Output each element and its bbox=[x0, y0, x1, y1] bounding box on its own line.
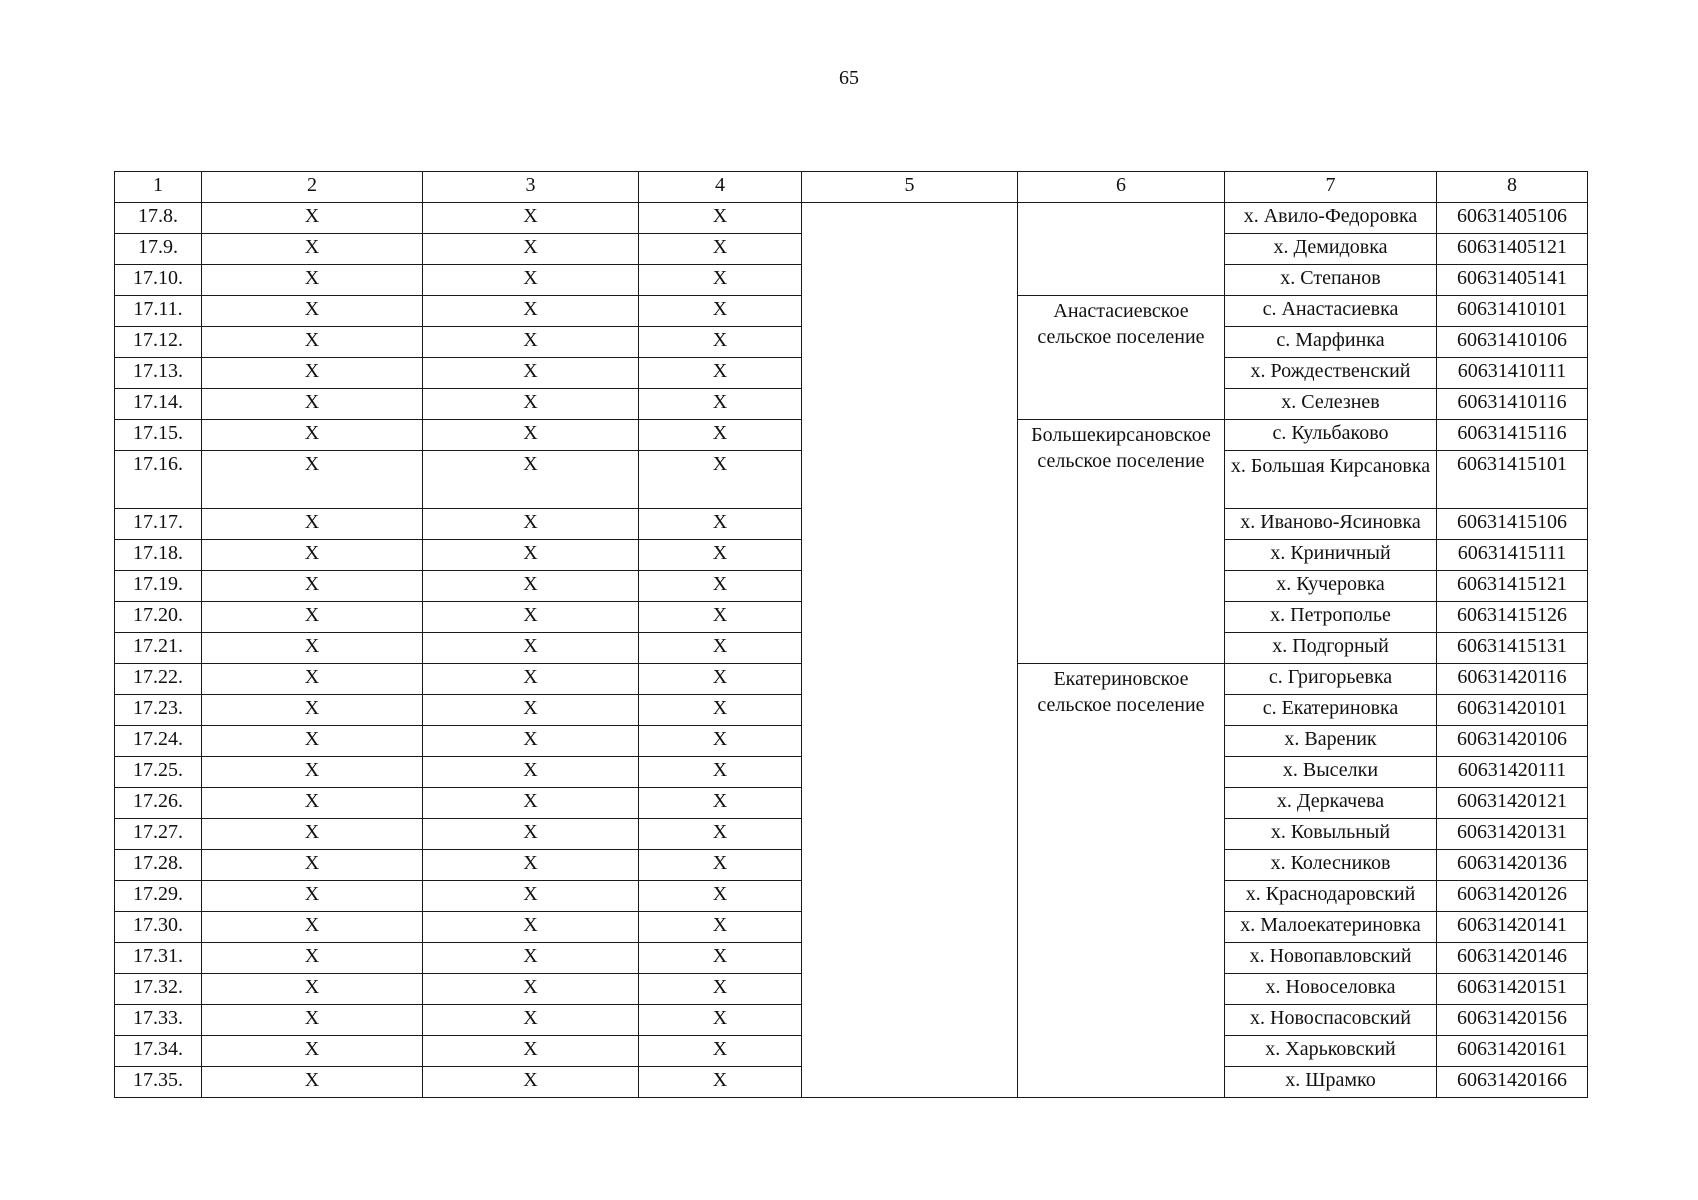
settlement-group-cell: Анастасиевское сельское поселение bbox=[1018, 296, 1225, 420]
row-number-cell: 17.12. bbox=[115, 327, 202, 358]
oktmo-code-cell: 60631405106 bbox=[1437, 203, 1588, 234]
place-name-cell: с. Анастасиевка bbox=[1225, 296, 1437, 327]
oktmo-code-cell: 60631420156 bbox=[1437, 1005, 1588, 1036]
column-4-cell: Х bbox=[639, 1005, 802, 1036]
oktmo-code-cell: 60631420121 bbox=[1437, 788, 1588, 819]
column-2-cell: Х bbox=[202, 912, 423, 943]
column-4-cell: Х bbox=[639, 296, 802, 327]
oktmo-code-cell: 60631420146 bbox=[1437, 943, 1588, 974]
column-3-cell: Х bbox=[423, 788, 639, 819]
column-3-cell: Х bbox=[423, 358, 639, 389]
column-2-cell: Х bbox=[202, 757, 423, 788]
column-2-cell: Х bbox=[202, 1036, 423, 1067]
column-3-cell: Х bbox=[423, 234, 639, 265]
oktmo-code-cell: 60631420111 bbox=[1437, 757, 1588, 788]
header-cell-3: 3 bbox=[423, 172, 639, 203]
column-2-cell: Х bbox=[202, 296, 423, 327]
place-name-cell: х. Малоекатериновка bbox=[1225, 912, 1437, 943]
column-5-merged-cell bbox=[802, 203, 1018, 1098]
column-2-cell: Х bbox=[202, 788, 423, 819]
oktmo-code-cell: 60631420166 bbox=[1437, 1067, 1588, 1098]
header-cell-1: 1 bbox=[115, 172, 202, 203]
column-4-cell: Х bbox=[639, 881, 802, 912]
oktmo-code-cell: 60631405121 bbox=[1437, 234, 1588, 265]
header-cell-7: 7 bbox=[1225, 172, 1437, 203]
column-2-cell: Х bbox=[202, 974, 423, 1005]
column-2-cell: Х bbox=[202, 1005, 423, 1036]
column-4-cell: Х bbox=[639, 943, 802, 974]
column-4-cell: Х bbox=[639, 757, 802, 788]
oktmo-code-cell: 60631415126 bbox=[1437, 602, 1588, 633]
column-2-cell: Х bbox=[202, 664, 423, 695]
column-3-cell: Х bbox=[423, 571, 639, 602]
column-4-cell: Х bbox=[639, 509, 802, 540]
column-3-cell: Х bbox=[423, 602, 639, 633]
header-cell-2: 2 bbox=[202, 172, 423, 203]
column-3-cell: Х bbox=[423, 881, 639, 912]
column-3-cell: Х bbox=[423, 1067, 639, 1098]
column-4-cell: Х bbox=[639, 389, 802, 420]
row-number-cell: 17.35. bbox=[115, 1067, 202, 1098]
oktmo-code-cell: 60631420106 bbox=[1437, 726, 1588, 757]
settlements-table bbox=[114, 171, 1588, 1098]
column-3-cell: Х bbox=[423, 912, 639, 943]
row-number-cell: 17.14. bbox=[115, 389, 202, 420]
column-2-cell: Х bbox=[202, 943, 423, 974]
column-4-cell: Х bbox=[639, 358, 802, 389]
column-2-cell: Х bbox=[202, 234, 423, 265]
column-2-cell: Х bbox=[202, 389, 423, 420]
place-name-cell: х. Кучеровка bbox=[1225, 571, 1437, 602]
row-number-cell: 17.11. bbox=[115, 296, 202, 327]
column-3-cell: Х bbox=[423, 1036, 639, 1067]
row-number-cell: 17.25. bbox=[115, 757, 202, 788]
oktmo-code-cell: 60631420141 bbox=[1437, 912, 1588, 943]
row-number-cell: 17.27. bbox=[115, 819, 202, 850]
column-3-cell: Х bbox=[423, 265, 639, 296]
column-2-cell: Х bbox=[202, 509, 423, 540]
oktmo-code-cell: 60631405141 bbox=[1437, 265, 1588, 296]
oktmo-code-cell: 60631415106 bbox=[1437, 509, 1588, 540]
place-name-cell: х. Новоспасовский bbox=[1225, 1005, 1437, 1036]
row-number-cell: 17.23. bbox=[115, 695, 202, 726]
column-4-cell: Х bbox=[639, 726, 802, 757]
settlement-group-cell: Екатериновское сельское поселение bbox=[1018, 664, 1225, 1098]
place-name-cell: х. Деркачева bbox=[1225, 788, 1437, 819]
place-name-cell: х. Выселки bbox=[1225, 757, 1437, 788]
oktmo-code-cell: 60631420151 bbox=[1437, 974, 1588, 1005]
header-cell-5: 5 bbox=[802, 172, 1018, 203]
table-body bbox=[115, 172, 1588, 1098]
column-3-cell: Х bbox=[423, 943, 639, 974]
column-4-cell: Х bbox=[639, 695, 802, 726]
place-name-cell: х. Иваново-Ясиновка bbox=[1225, 509, 1437, 540]
row-number-cell: 17.33. bbox=[115, 1005, 202, 1036]
row-number-cell: 17.29. bbox=[115, 881, 202, 912]
column-4-cell: Х bbox=[639, 234, 802, 265]
oktmo-code-cell: 60631415111 bbox=[1437, 540, 1588, 571]
row-number-cell: 17.19. bbox=[115, 571, 202, 602]
row-number-cell: 17.8. bbox=[115, 203, 202, 234]
column-3-cell: Х bbox=[423, 509, 639, 540]
column-2-cell: Х bbox=[202, 695, 423, 726]
row-number-cell: 17.30. bbox=[115, 912, 202, 943]
column-4-cell: Х bbox=[639, 540, 802, 571]
column-3-cell: Х bbox=[423, 540, 639, 571]
column-2-cell: Х bbox=[202, 540, 423, 571]
place-name-cell: х. Новоселовка bbox=[1225, 974, 1437, 1005]
place-name-cell: х. Ковыльный bbox=[1225, 819, 1437, 850]
column-4-cell: Х bbox=[639, 788, 802, 819]
column-3-cell: Х bbox=[423, 420, 639, 451]
row-number-cell: 17.21. bbox=[115, 633, 202, 664]
column-3-cell: Х bbox=[423, 451, 639, 509]
oktmo-code-cell: 60631410111 bbox=[1437, 358, 1588, 389]
column-3-cell: Х bbox=[423, 974, 639, 1005]
place-name-cell: х. Краснодаровский bbox=[1225, 881, 1437, 912]
column-2-cell: Х bbox=[202, 203, 423, 234]
place-name-cell: х. Колесников bbox=[1225, 850, 1437, 881]
column-2-cell: Х bbox=[202, 1067, 423, 1098]
column-4-cell: Х bbox=[639, 265, 802, 296]
place-name-cell: с. Марфинка bbox=[1225, 327, 1437, 358]
column-2-cell: Х bbox=[202, 327, 423, 358]
oktmo-code-cell: 60631410101 bbox=[1437, 296, 1588, 327]
column-2-cell: Х bbox=[202, 633, 423, 664]
row-number-cell: 17.16. bbox=[115, 451, 202, 509]
row-number-cell: 17.9. bbox=[115, 234, 202, 265]
column-4-cell: Х bbox=[639, 451, 802, 509]
column-4-cell: Х bbox=[639, 203, 802, 234]
column-3-cell: Х bbox=[423, 1005, 639, 1036]
column-3-cell: Х bbox=[423, 850, 639, 881]
column-2-cell: Х bbox=[202, 602, 423, 633]
column-2-cell: Х bbox=[202, 420, 423, 451]
row-number-cell: 17.22. bbox=[115, 664, 202, 695]
row-number-cell: 17.28. bbox=[115, 850, 202, 881]
column-4-cell: Х bbox=[639, 1036, 802, 1067]
column-2-cell: Х bbox=[202, 265, 423, 296]
column-4-cell: Х bbox=[639, 819, 802, 850]
header-cell-4: 4 bbox=[639, 172, 802, 203]
page-number: 65 bbox=[839, 67, 859, 89]
column-2-cell: Х bbox=[202, 726, 423, 757]
column-4-cell: Х bbox=[639, 633, 802, 664]
header-cell-6: 6 bbox=[1018, 172, 1225, 203]
column-3-cell: Х bbox=[423, 695, 639, 726]
column-4-cell: Х bbox=[639, 420, 802, 451]
place-name-cell: х. Харьковский bbox=[1225, 1036, 1437, 1067]
column-3-cell: Х bbox=[423, 757, 639, 788]
place-name-cell: х. Шрамко bbox=[1225, 1067, 1437, 1098]
place-name-cell: х. Рождественский bbox=[1225, 358, 1437, 389]
oktmo-code-cell: 60631420116 bbox=[1437, 664, 1588, 695]
oktmo-code-cell: 60631415101 bbox=[1437, 451, 1588, 509]
place-name-cell: х. Новопавловский bbox=[1225, 943, 1437, 974]
place-name-cell: х. Селезнев bbox=[1225, 389, 1437, 420]
oktmo-code-cell: 60631410106 bbox=[1437, 327, 1588, 358]
column-3-cell: Х bbox=[423, 389, 639, 420]
oktmo-code-cell: 60631415116 bbox=[1437, 420, 1588, 451]
column-4-cell: Х bbox=[639, 1067, 802, 1098]
settlement-group-cell: Большекирсановское сельское поселение bbox=[1018, 420, 1225, 664]
column-2-cell: Х bbox=[202, 819, 423, 850]
column-4-cell: Х bbox=[639, 602, 802, 633]
column-3-cell: Х bbox=[423, 633, 639, 664]
column-4-cell: Х bbox=[639, 974, 802, 1005]
place-name-cell: с. Григорьевка bbox=[1225, 664, 1437, 695]
row-number-cell: 17.31. bbox=[115, 943, 202, 974]
column-4-cell: Х bbox=[639, 912, 802, 943]
row-number-cell: 17.15. bbox=[115, 420, 202, 451]
row-number-cell: 17.24. bbox=[115, 726, 202, 757]
column-3-cell: Х bbox=[423, 819, 639, 850]
oktmo-code-cell: 60631420161 bbox=[1437, 1036, 1588, 1067]
row-number-cell: 17.26. bbox=[115, 788, 202, 819]
place-name-cell: с. Кульбаково bbox=[1225, 420, 1437, 451]
header-cell-8: 8 bbox=[1437, 172, 1588, 203]
column-2-cell: Х bbox=[202, 358, 423, 389]
place-name-cell: х. Криничный bbox=[1225, 540, 1437, 571]
place-name-cell: с. Екатериновка bbox=[1225, 695, 1437, 726]
column-3-cell: Х bbox=[423, 203, 639, 234]
column-2-cell: Х bbox=[202, 451, 423, 509]
place-name-cell: х. Авило-Федоровка bbox=[1225, 203, 1437, 234]
column-3-cell: Х bbox=[423, 327, 639, 358]
oktmo-code-cell: 60631415121 bbox=[1437, 571, 1588, 602]
oktmo-code-cell: 60631420101 bbox=[1437, 695, 1588, 726]
oktmo-code-cell: 60631415131 bbox=[1437, 633, 1588, 664]
oktmo-code-cell: 60631410116 bbox=[1437, 389, 1588, 420]
column-4-cell: Х bbox=[639, 571, 802, 602]
place-name-cell: х. Вареник bbox=[1225, 726, 1437, 757]
column-3-cell: Х bbox=[423, 664, 639, 695]
column-3-cell: Х bbox=[423, 726, 639, 757]
place-name-cell: х. Демидовка bbox=[1225, 234, 1437, 265]
place-name-cell: х. Петрополье bbox=[1225, 602, 1437, 633]
column-3-cell: Х bbox=[423, 296, 639, 327]
column-4-cell: Х bbox=[639, 850, 802, 881]
column-4-cell: Х bbox=[639, 664, 802, 695]
place-name-cell: х. Степанов bbox=[1225, 265, 1437, 296]
place-name-cell: х. Подгорный bbox=[1225, 633, 1437, 664]
settlement-group-cell bbox=[1018, 203, 1225, 296]
oktmo-code-cell: 60631420131 bbox=[1437, 819, 1588, 850]
row-number-cell: 17.17. bbox=[115, 509, 202, 540]
row-number-cell: 17.34. bbox=[115, 1036, 202, 1067]
row-number-cell: 17.32. bbox=[115, 974, 202, 1005]
oktmo-code-cell: 60631420126 bbox=[1437, 881, 1588, 912]
column-2-cell: Х bbox=[202, 881, 423, 912]
oktmo-code-cell: 60631420136 bbox=[1437, 850, 1588, 881]
column-4-cell: Х bbox=[639, 327, 802, 358]
table-row bbox=[115, 203, 1588, 234]
column-2-cell: Х bbox=[202, 850, 423, 881]
place-name-cell: х. Большая Кирсановка bbox=[1225, 451, 1437, 509]
column-2-cell: Х bbox=[202, 571, 423, 602]
row-number-cell: 17.10. bbox=[115, 265, 202, 296]
row-number-cell: 17.18. bbox=[115, 540, 202, 571]
header-row bbox=[115, 172, 1588, 203]
row-number-cell: 17.20. bbox=[115, 602, 202, 633]
row-number-cell: 17.13. bbox=[115, 358, 202, 389]
